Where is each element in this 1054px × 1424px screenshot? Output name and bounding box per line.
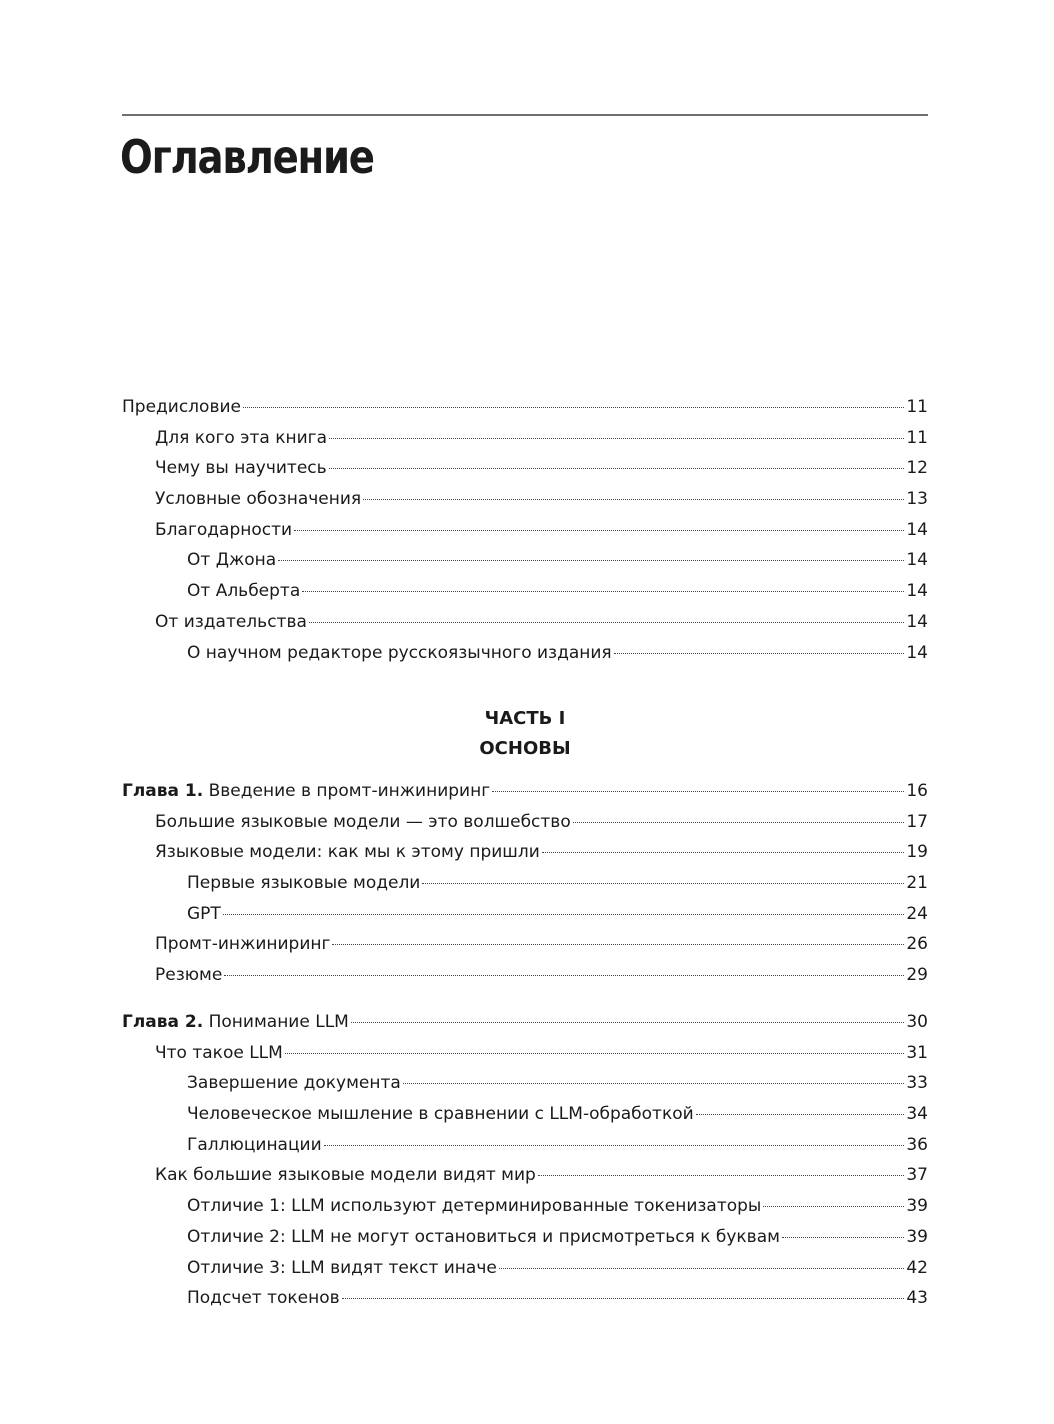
dot-leader	[782, 1237, 904, 1238]
toc-entry-title: Отличие 3: LLM видят текст иначе	[187, 1257, 497, 1278]
page-number: 13	[906, 489, 928, 510]
toc-entry[interactable]	[122, 1104, 928, 1135]
dot-leader	[573, 822, 905, 823]
dot-leader	[224, 975, 904, 976]
dot-leader	[422, 883, 904, 884]
page-number: 30	[906, 1012, 928, 1032]
page-number: 19	[906, 842, 928, 863]
page-number: 39	[906, 1196, 928, 1217]
toc-entry-title: Что такое LLM	[155, 1042, 283, 1063]
toc-entry-title: Как большие языковые модели видят мир	[155, 1165, 536, 1186]
part-number: ЧАСТЬ I	[484, 708, 566, 729]
toc-entry[interactable]	[122, 1135, 928, 1166]
page-number: 36	[906, 1134, 928, 1155]
dot-leader	[538, 1175, 905, 1176]
dot-leader	[324, 1145, 905, 1146]
toc-entry[interactable]	[122, 1288, 928, 1319]
page-number: 42	[906, 1257, 928, 1278]
toc-entry-title	[122, 781, 490, 801]
top-rule	[122, 114, 928, 116]
chapter-title: Понимание LLM	[203, 1012, 349, 1032]
dot-leader	[332, 944, 904, 945]
toc-entry[interactable]	[122, 581, 928, 612]
toc-entry-title: GPT	[187, 903, 221, 924]
page-number: 14	[906, 611, 928, 632]
toc-entry-title: Резюме	[155, 965, 223, 986]
toc-entry[interactable]	[122, 1227, 928, 1258]
toc-entry-title: Для кого эта книга	[155, 427, 328, 448]
toc-entry-title: Галлюцинации	[187, 1134, 322, 1155]
toc-entry[interactable]	[122, 1073, 928, 1104]
dot-leader	[329, 468, 905, 469]
toc-chapter-2	[122, 1012, 928, 1319]
toc-entry[interactable]	[122, 934, 928, 965]
dot-leader	[243, 407, 904, 408]
toc-chapter-1	[122, 781, 928, 996]
toc-entry-title: Отличие 2: LLM не могут остановиться и присмотреться к буквам	[187, 1226, 780, 1247]
dot-leader	[363, 499, 904, 500]
toc-entry[interactable]	[122, 842, 928, 873]
page-number: 29	[906, 965, 928, 986]
page-number: 37	[906, 1165, 928, 1186]
chapter-label: Глава 2.	[122, 1012, 204, 1032]
page-number: 21	[906, 873, 928, 894]
toc-entry[interactable]	[122, 873, 928, 904]
toc-entry-title: Условные обозначения	[155, 489, 362, 510]
dot-leader	[763, 1206, 904, 1207]
chapter-label: Глава 1.	[122, 781, 204, 801]
dot-leader	[696, 1114, 905, 1115]
dot-leader	[285, 1053, 905, 1054]
toc-entry[interactable]	[122, 904, 928, 935]
page-number: 14	[906, 550, 928, 571]
toc-entry[interactable]	[122, 1043, 928, 1074]
part-heading	[122, 704, 928, 764]
page-number: 39	[906, 1226, 928, 1247]
toc-entry-title: Человеческое мышление в сравнении с LLM-обработкой	[187, 1104, 694, 1125]
toc-entry[interactable]	[122, 550, 928, 581]
dot-leader	[309, 622, 904, 623]
chapter-title: Введение в промт-инжиниринг	[203, 781, 491, 801]
toc-entry-title: Подсчет токенов	[187, 1288, 340, 1309]
dot-leader	[294, 530, 904, 531]
page-number: 26	[906, 934, 928, 955]
toc-entry-title: Первые языковые модели	[187, 873, 421, 894]
toc-entry[interactable]	[122, 458, 928, 489]
dot-leader	[329, 438, 904, 439]
toc-entry-title: От Альберта	[187, 581, 301, 602]
page-number: 12	[906, 458, 928, 479]
dot-leader	[223, 914, 905, 915]
dot-leader	[403, 1083, 905, 1084]
toc-entry[interactable]	[122, 489, 928, 520]
toc-entry[interactable]	[122, 612, 928, 643]
toc-entry-title: От издательства	[155, 611, 307, 632]
page-number: 43	[906, 1288, 928, 1309]
toc-entry-title: Промт-инжиниринг	[155, 934, 331, 955]
page-number: 11	[906, 397, 928, 417]
toc-entry-title: Благодарности	[155, 519, 293, 540]
toc-entry-title: О научном редакторе русскоязычного издания	[187, 642, 612, 663]
toc-entry[interactable]	[122, 643, 928, 674]
toc-entry-title: Завершение документа	[187, 1073, 401, 1094]
page-number: 17	[906, 811, 928, 832]
dot-leader	[278, 560, 904, 561]
toc-entry[interactable]	[122, 812, 928, 843]
toc-entry-title: Большие языковые модели — это волшебство	[155, 811, 571, 832]
dot-leader	[614, 653, 905, 654]
toc-entry[interactable]	[122, 1165, 928, 1196]
page-title: Оглавление	[120, 130, 374, 184]
toc-entry-title: Отличие 1: LLM используют детерминированные токенизаторы	[187, 1196, 762, 1217]
toc-entry[interactable]	[122, 397, 928, 428]
toc-entry[interactable]	[122, 1196, 928, 1227]
dot-leader	[351, 1022, 905, 1023]
toc-entry-title: Языковые модели: как мы к этому пришли	[155, 842, 540, 863]
page-number: 33	[906, 1073, 928, 1094]
dot-leader	[342, 1298, 905, 1299]
page-number: 16	[906, 781, 928, 801]
dot-leader	[499, 1268, 905, 1269]
toc-entry[interactable]	[122, 428, 928, 459]
page-number: 11	[906, 427, 928, 448]
toc-entry-title	[122, 1012, 349, 1032]
toc-entry[interactable]	[122, 1258, 928, 1289]
page-number: 14	[906, 642, 928, 663]
toc-front-matter	[122, 397, 928, 673]
page-number: 24	[906, 903, 928, 924]
dot-leader	[302, 591, 904, 592]
toc-entry[interactable]	[122, 1012, 928, 1043]
toc-entry[interactable]	[122, 965, 928, 996]
toc-entry[interactable]	[122, 781, 928, 812]
toc-entry-title: От Джона	[187, 550, 277, 571]
page-number: 31	[906, 1042, 928, 1063]
page-number: 14	[906, 581, 928, 602]
toc-entry-title: Предисловие	[122, 397, 241, 417]
dot-leader	[542, 852, 905, 853]
dot-leader	[492, 791, 904, 792]
page-number: 34	[906, 1104, 928, 1125]
part-name: ОСНОВЫ	[479, 738, 571, 759]
toc-entry-title: Чему вы научитесь	[155, 458, 327, 479]
toc-entry[interactable]	[122, 520, 928, 551]
page-number: 14	[906, 519, 928, 540]
